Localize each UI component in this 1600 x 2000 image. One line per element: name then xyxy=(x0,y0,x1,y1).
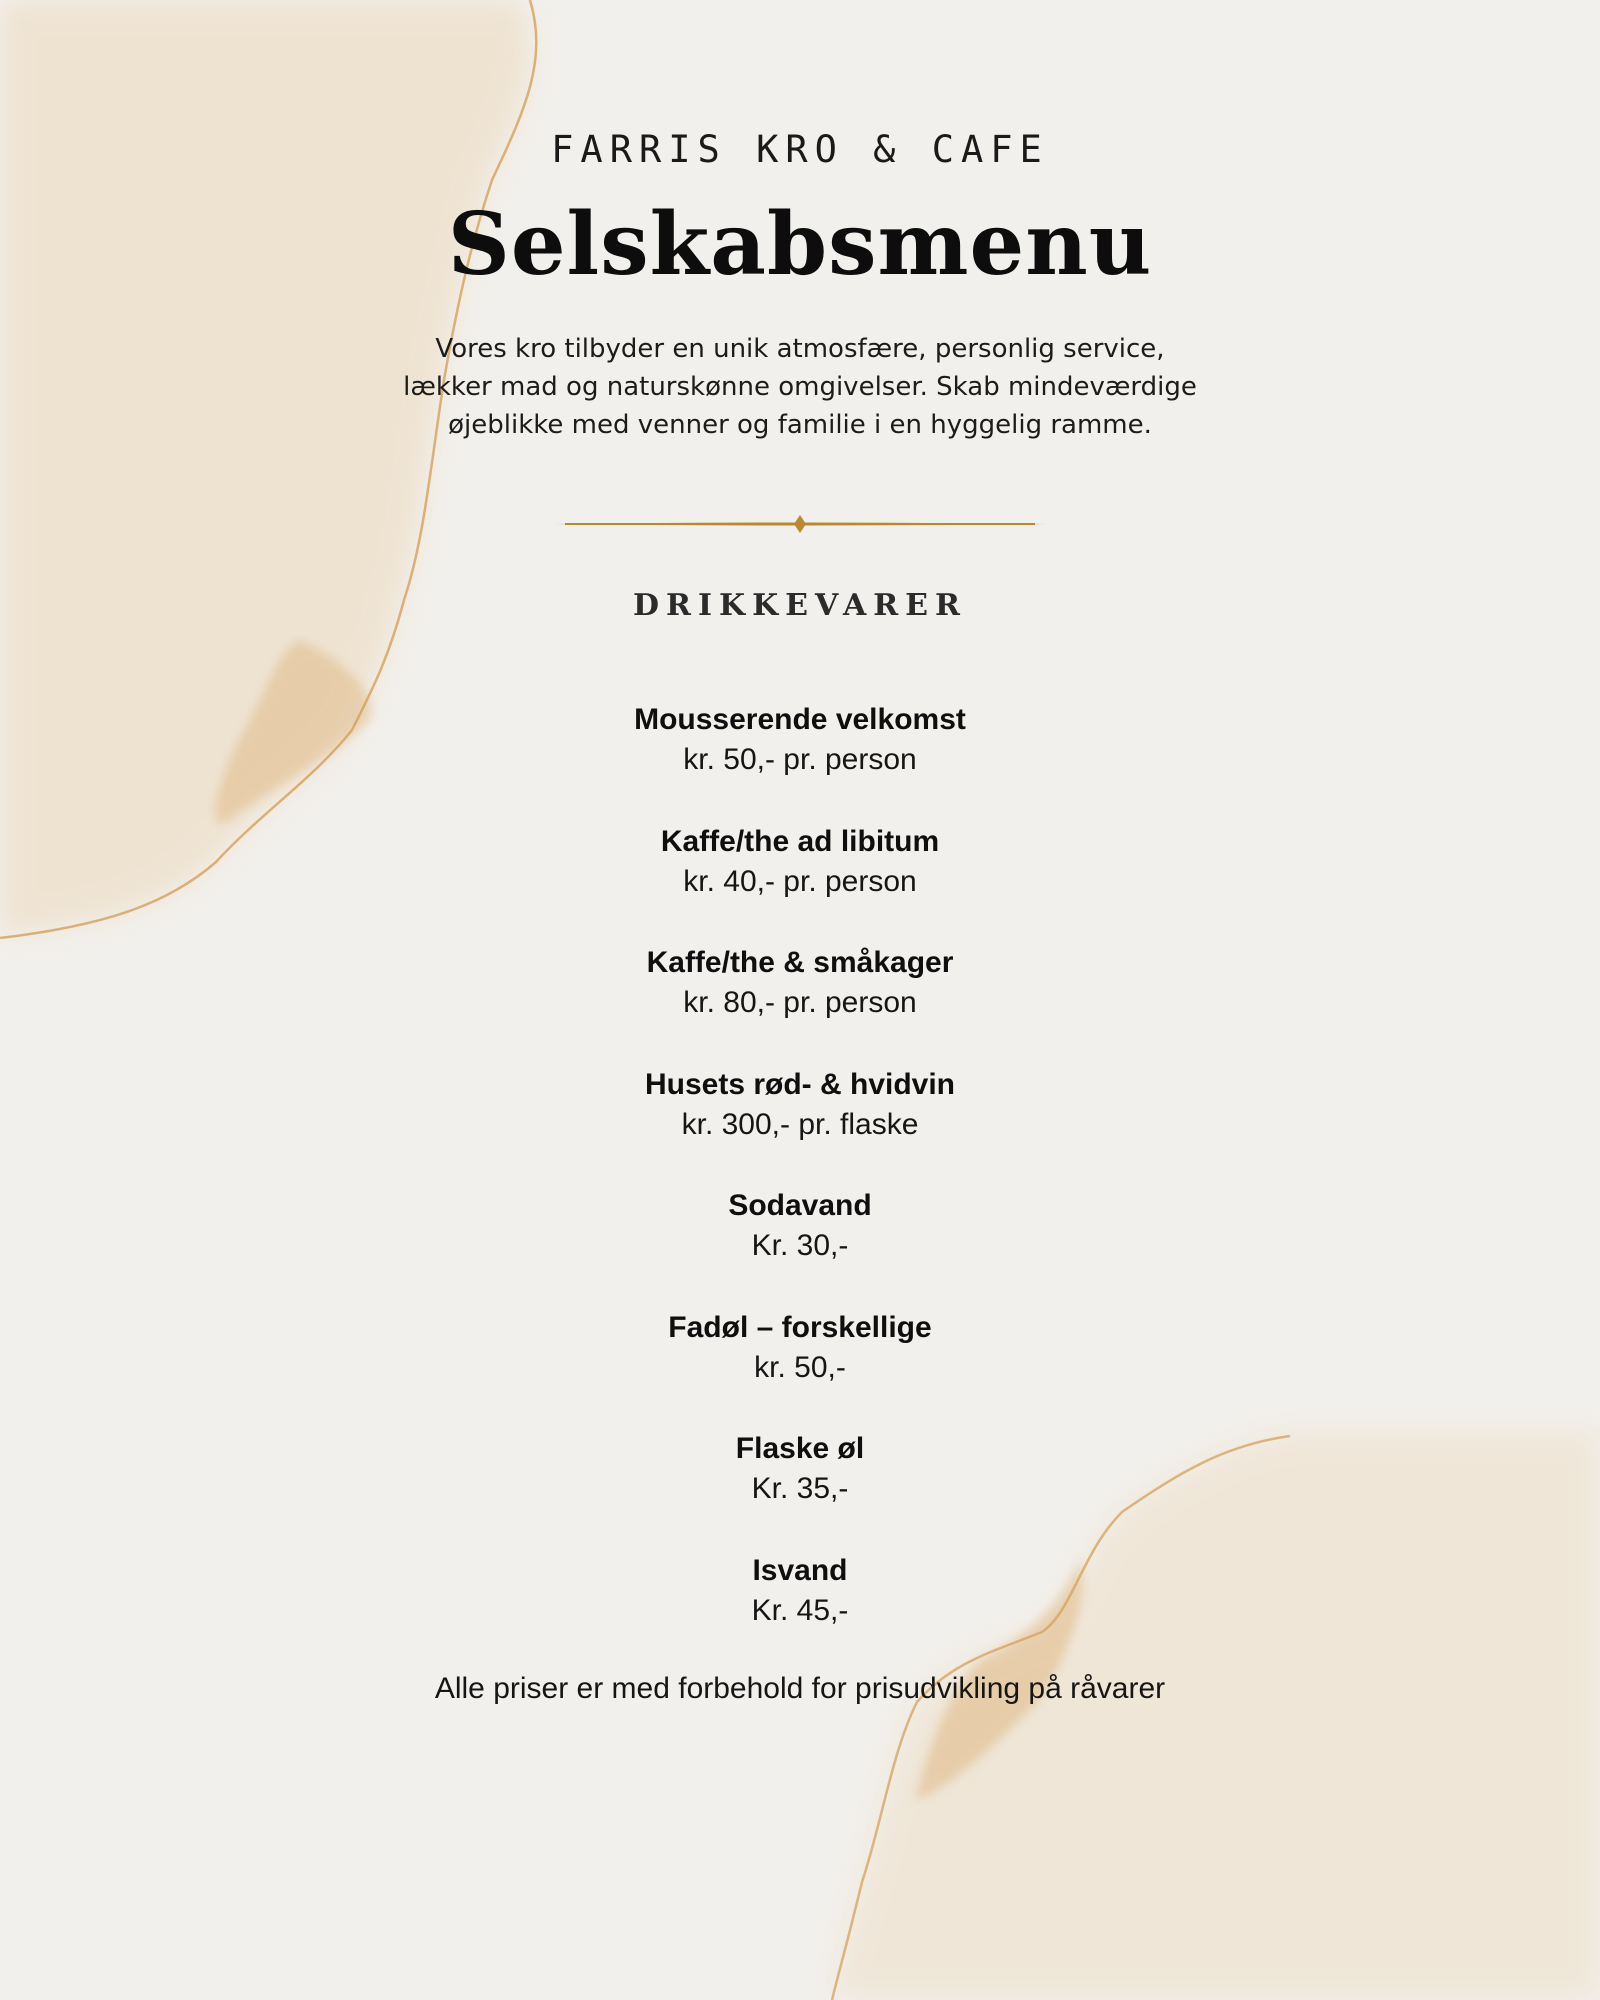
item-price: kr. 80,- pr. person xyxy=(683,986,917,1019)
menu-item xyxy=(0,822,1600,944)
price-disclaimer: Alle priser er med forbehold for prisudvikling på råvarer xyxy=(434,1672,1166,1705)
menu-item xyxy=(0,1186,1600,1308)
item-name: Flaske øl xyxy=(735,1432,865,1465)
menu-item xyxy=(0,700,1600,822)
brand-name: FARRIS KRO & CAFE xyxy=(551,128,1049,171)
menu-item xyxy=(0,1065,1600,1187)
drinks-list xyxy=(0,700,1600,1672)
item-name: Fadøl – forskellige xyxy=(668,1310,932,1344)
item-name: Husets rød- & hvidvin xyxy=(644,1067,956,1101)
item-name: Kaffe/the & småkager xyxy=(646,946,954,979)
item-price: kr. 300,- pr. flaske xyxy=(681,1107,919,1141)
ornament-divider xyxy=(555,512,1045,536)
item-price: Kr. 45,- xyxy=(751,1593,849,1627)
menu-item xyxy=(0,1308,1600,1430)
item-price: Kr. 35,- xyxy=(751,1472,849,1505)
menu-item xyxy=(0,1551,1600,1673)
intro-text: Vores kro tilbyder en unik atmosfære, personlig service, lækker mad og naturskønne omgivelser. Skab mindeværdige øjeblikke med venner og familie i en hyggelig ramme. xyxy=(403,334,1197,440)
section-title-drinks: DRIKKEVARER xyxy=(633,588,967,623)
item-name: Mousserende velkomst xyxy=(634,703,966,736)
page-title: Selskabsmenu xyxy=(447,194,1153,295)
menu-item xyxy=(0,1429,1600,1551)
menu-item xyxy=(0,943,1600,1065)
item-name: Sodavand xyxy=(728,1189,872,1222)
item-name: Isvand xyxy=(752,1553,848,1587)
item-price: Kr. 30,- xyxy=(751,1229,849,1262)
item-price: kr. 50,- xyxy=(754,1350,846,1384)
item-price: kr. 40,- pr. person xyxy=(683,864,917,898)
item-name: Kaffe/the ad libitum xyxy=(660,824,940,858)
item-price: kr. 50,- pr. person xyxy=(683,743,917,776)
